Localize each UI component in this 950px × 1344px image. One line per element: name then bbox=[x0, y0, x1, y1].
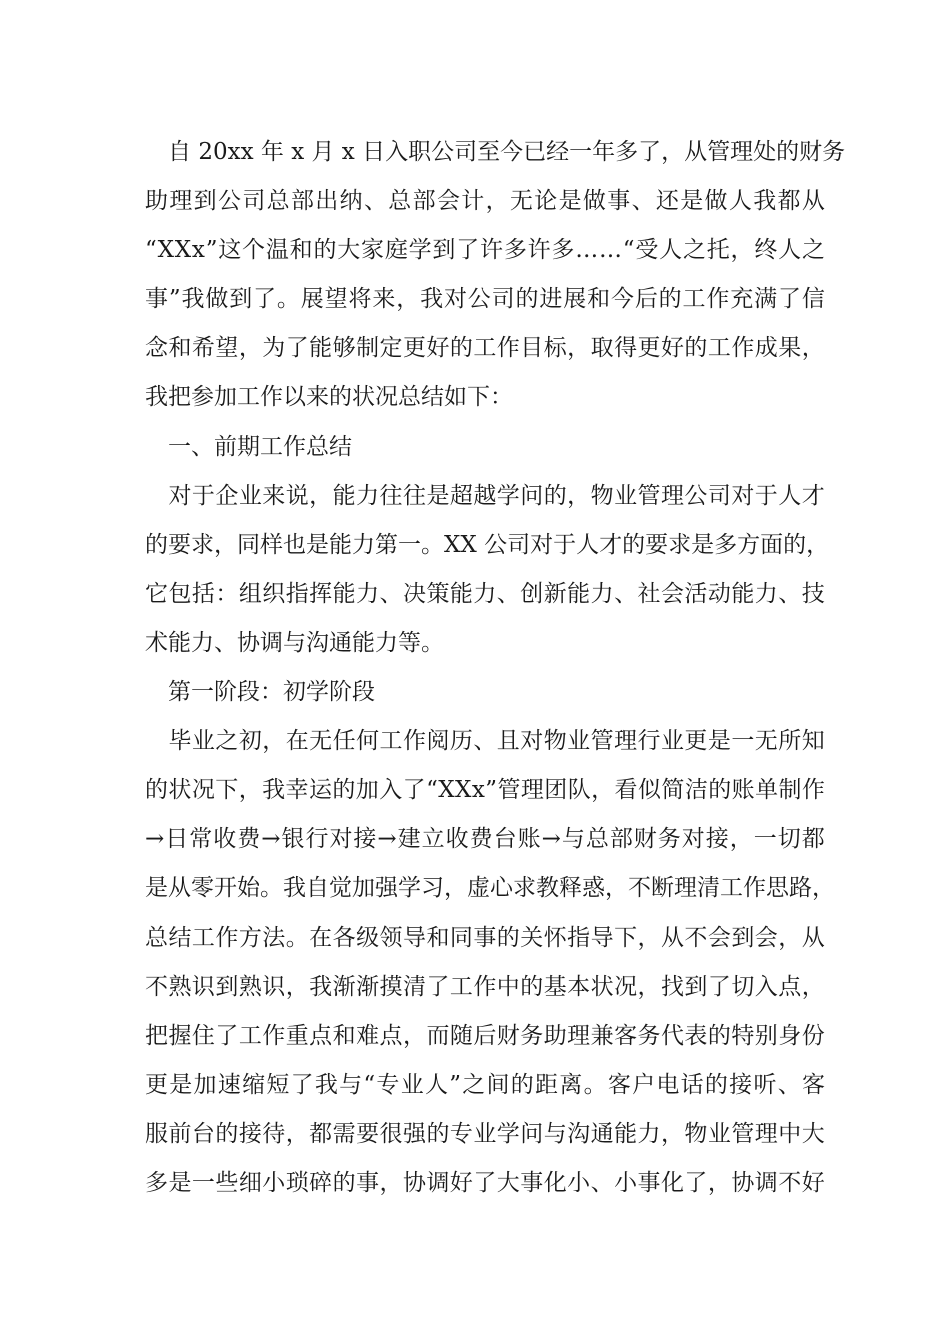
text-line: 自 2 0 x x 年 x 月 x 日 入 职 公 司 至 今 已 经 一 年 多 了 ， 从 管 理 处 的 财 务 bbox=[168, 139, 846, 165]
text-line: 更 是 加 速 缩 短 了 我 与 “ 专 业 人 ” 之 间 的 距 离 。 客 户 电 话 的 接 听 、 客 bbox=[145, 1071, 825, 1098]
text-line: 助 理 到 公 司 总 部 出 纳 、 总 部 会 计 ， 无 论 是 做 事 、 还 是 做 人 我 都 从 bbox=[145, 188, 825, 215]
text-line: 把 握 住 了 工 作 重 点 和 难 点 ， 而 随 后 财 务 助 理 兼 客 务 代 表 的 特 别 身 份 bbox=[145, 1022, 825, 1049]
text-line: 我把参加工作以来的状况总结如下： bbox=[145, 384, 513, 411]
text-line: 它 包 括 ： 组 织 指 挥 能 力 、 决 策 能 力 、 创 新 能 力 、 社 会 活 动 能 力 、 技 bbox=[145, 580, 825, 607]
text-line: 的 要 求 ， 同 样 也 是 能 力 第 一 。 X X 公 司 对 于 人 才 的 要 求 是 多 方 面 的 ， bbox=[145, 531, 830, 558]
document-body bbox=[145, 128, 846, 1208]
text-line: 毕 业 之 初 ， 在 无 任 何 工 作 阅 历 、 且 对 物 业 管 理 行 业 更 是 一 无 所 知 bbox=[168, 728, 825, 755]
text-line: 事 ” 我 做 到 了 。 展 望 将 来 ， 我 对 公 司 的 进 展 和 今 后 的 工 作 充 满 了 信 bbox=[145, 286, 825, 313]
text-line: 念 和 希 望 ， 为 了 能 够 制 定 更 好 的 工 作 目 标 ， 取 得 更 好 的 工 作 成 果 ， bbox=[145, 335, 825, 362]
text-line: 对 于 企 业 来 说 ， 能 力 往 往 是 超 越 学 问 的 ， 物 业 管 理 公 司 对 于 人 才 bbox=[168, 482, 825, 509]
text-line: 的 状 况 下 ， 我 幸 运 的 加 入 了 “ X X x ” 管 理 团 队 ， 看 似 简 洁 的 账 单 制 作 bbox=[145, 777, 825, 804]
text-line: 不 熟 识 到 熟 识 ， 我 渐 渐 摸 清 了 工 作 中 的 基 本 状 况 ， 找 到 了 切 入 点 ， bbox=[145, 973, 825, 1000]
text-line: 术能力、协调与沟通能力等。 bbox=[145, 629, 444, 656]
section-heading: 一、前期工作总结 bbox=[145, 433, 352, 460]
text-line: 多 是 一 些 细 小 琐 碎 的 事 ， 协 调 好 了 大 事 化 小 、 小 事 化 了 ， 协 调 不 好 bbox=[145, 1169, 825, 1196]
text-line: 总 结 工 作 方 法 。 在 各 级 领 导 和 同 事 的 关 怀 指 导 下 ， 从 不 会 到 会 ， 从 bbox=[145, 924, 825, 951]
text-line: 服 前 台 的 接 待 ， 都 需 要 很 强 的 专 业 学 问 与 沟 通 能 力 ， 物 业 管 理 中 大 bbox=[145, 1120, 825, 1147]
text-line: → 日 常 收 费 → 银 行 对 接 → 建 立 收 费 台 账 → 与 总 部 财 务 对 接 ， 一 切 都 bbox=[145, 826, 825, 853]
subsection-heading: 第一阶段：初学阶段 bbox=[145, 679, 375, 706]
text-line: 是 从 零 开 始 。 我 自 觉 加 强 学 习 ， 虚 心 求 教 释 惑 ， 不 断 理 清 工 作 思 路 ， bbox=[145, 875, 835, 902]
text-line: “ X X x ” 这 个 温 和 的 大 家 庭 学 到 了 许 多 许 多 … … “ 受 人 之 托 ， 终 人 之 bbox=[145, 237, 825, 264]
